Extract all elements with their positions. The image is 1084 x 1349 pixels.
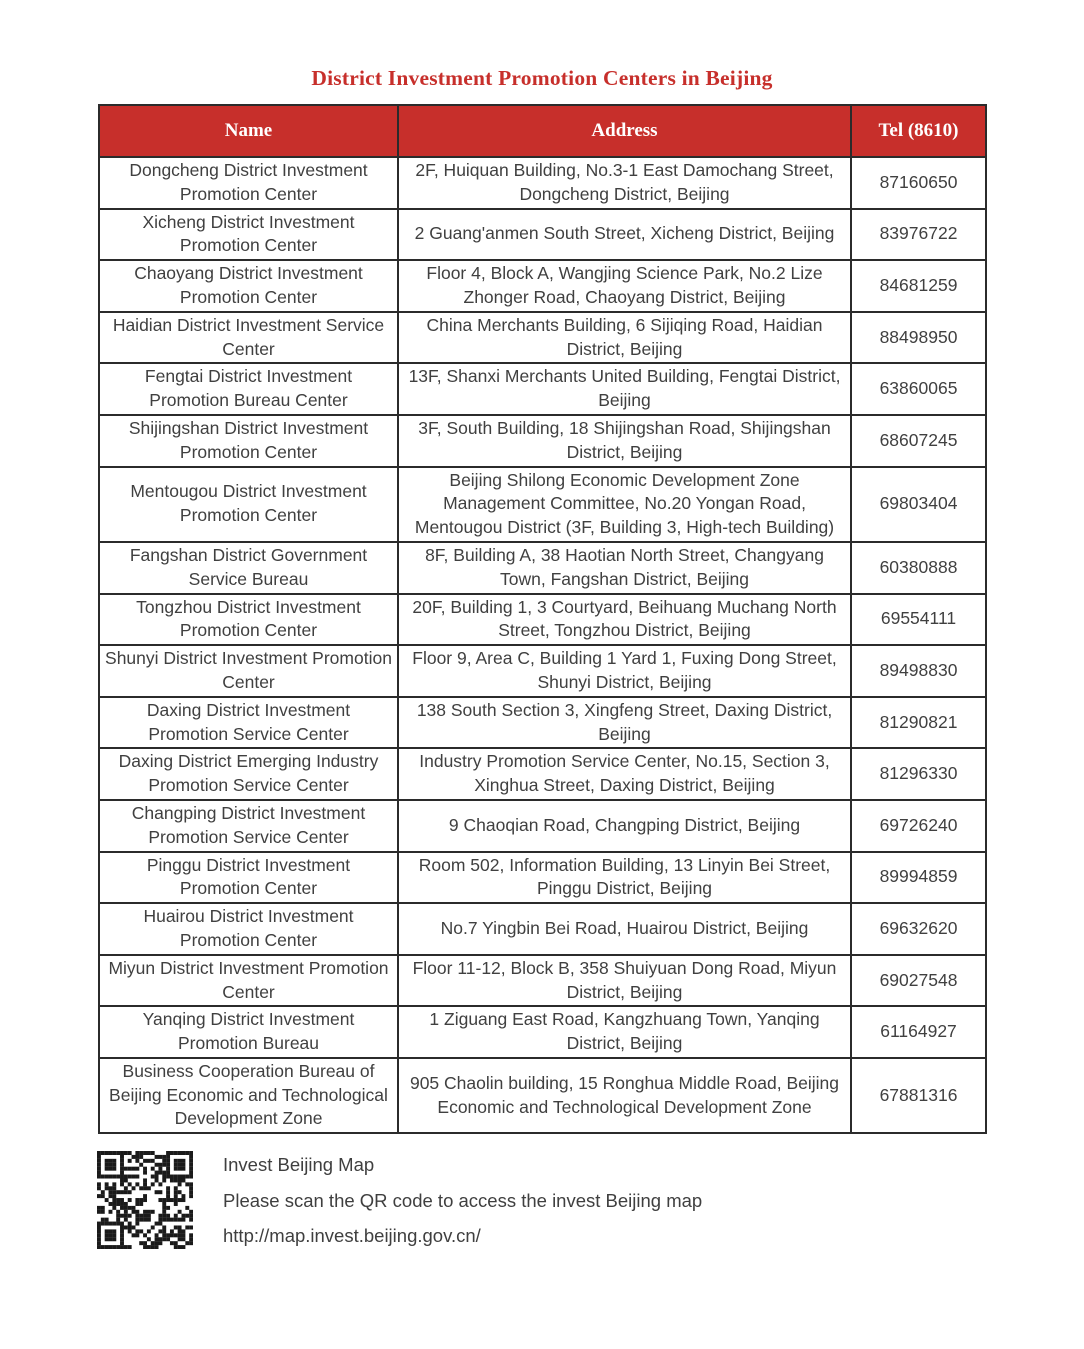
table-row xyxy=(99,415,986,467)
footer xyxy=(97,1151,1084,1249)
table-row xyxy=(99,260,986,312)
cell-address: Industry Promotion Service Center, No.15, Section 3, Xinghua Street, Daxing District, Beijing xyxy=(398,748,851,800)
cell-name: Chaoyang District Investment Promotion Center xyxy=(99,260,398,312)
table-row xyxy=(99,594,986,646)
cell-address: 905 Chaolin building, 15 Ronghua Middle Road, Beijing Economic and Technological Development Zone xyxy=(398,1058,851,1133)
cell-name: Shunyi District Investment Promotion Center xyxy=(99,645,398,697)
cell-address: Beijing Shilong Economic Development Zone Management Committee, No.20 Yongan Road, Mentougou District (3F, Building 3, High-tech Building) xyxy=(398,467,851,542)
cell-name: Tongzhou District Investment Promotion Center xyxy=(99,594,398,646)
cell-address: 13F, Shanxi Merchants United Building, Fengtai District, Beijing xyxy=(398,363,851,415)
cell-name: Yanqing District Investment Promotion Bureau xyxy=(99,1006,398,1058)
cell-address: 138 South Section 3, Xingfeng Street, Daxing District, Beijing xyxy=(398,697,851,749)
cell-address: 2F, Huiquan Building, No.3-1 East Damochang Street, Dongcheng District, Beijing xyxy=(398,157,851,209)
cell-tel: 69632620 xyxy=(851,903,986,955)
cell-name: Fangshan District Government Service Bureau xyxy=(99,542,398,594)
cell-address: 1 Ziguang East Road, Kangzhuang Town, Yanqing District, Beijing xyxy=(398,1006,851,1058)
cell-address: 20F, Building 1, 3 Courtyard, Beihuang Muchang North Street, Tongzhou District, Beijing xyxy=(398,594,851,646)
cell-name: Fengtai District Investment Promotion Bureau Center xyxy=(99,363,398,415)
cell-tel: 89994859 xyxy=(851,852,986,904)
cell-address: 8F, Building A, 38 Haotian North Street, Changyang Town, Fangshan District, Beijing xyxy=(398,542,851,594)
cell-name: Daxing District Emerging Industry Promotion Service Center xyxy=(99,748,398,800)
column-header-tel: Tel (8610) xyxy=(851,105,986,157)
footer-text xyxy=(223,1151,702,1249)
cell-name: Pinggu District Investment Promotion Center xyxy=(99,852,398,904)
qr-code-image xyxy=(97,1151,193,1249)
cell-address: Floor 4, Block A, Wangjing Science Park, No.2 Lize Zhonger Road, Chaoyang District, Beijing xyxy=(398,260,851,312)
cell-tel: 87160650 xyxy=(851,157,986,209)
table-row xyxy=(99,955,986,1007)
table-row xyxy=(99,467,986,542)
table-row xyxy=(99,697,986,749)
cell-tel: 61164927 xyxy=(851,1006,986,1058)
cell-address: 2 Guang'anmen South Street, Xicheng District, Beijing xyxy=(398,209,851,261)
cell-tel: 69726240 xyxy=(851,800,986,852)
cell-name: Business Cooperation Bureau of Beijing Economic and Technological Development Zone xyxy=(99,1058,398,1133)
cell-tel: 69803404 xyxy=(851,467,986,542)
cell-name: Changping District Investment Promotion Service Center xyxy=(99,800,398,852)
column-header-name: Name xyxy=(99,105,398,157)
cell-tel: 67881316 xyxy=(851,1058,986,1133)
cell-tel: 84681259 xyxy=(851,260,986,312)
table-row xyxy=(99,1058,986,1133)
table-row xyxy=(99,645,986,697)
cell-name: Xicheng District Investment Promotion Center xyxy=(99,209,398,261)
cell-address: China Merchants Building, 6 Sijiqing Road, Haidian District, Beijing xyxy=(398,312,851,364)
table-row xyxy=(99,542,986,594)
centers-table xyxy=(98,104,987,1134)
footer-map-url: http://map.invest.beijing.gov.cn/ xyxy=(223,1225,481,1247)
table-row xyxy=(99,157,986,209)
table-row xyxy=(99,209,986,261)
cell-tel: 89498830 xyxy=(851,645,986,697)
cell-tel: 60380888 xyxy=(851,542,986,594)
table-row xyxy=(99,748,986,800)
cell-address: Floor 11-12, Block B, 358 Shuiyuan Dong Road, Miyun District, Beijing xyxy=(398,955,851,1007)
cell-tel: 69554111 xyxy=(851,594,986,646)
table-row xyxy=(99,800,986,852)
column-header-address: Address xyxy=(398,105,851,157)
cell-name: Haidian District Investment Service Center xyxy=(99,312,398,364)
cell-address: 3F, South Building, 18 Shijingshan Road, Shijingshan District, Beijing xyxy=(398,415,851,467)
cell-address: Room 502, Information Building, 13 Linyin Bei Street, Pinggu District, Beijing xyxy=(398,852,851,904)
cell-name: Huairou District Investment Promotion Center xyxy=(99,903,398,955)
table-row xyxy=(99,852,986,904)
cell-address: 9 Chaoqian Road, Changping District, Beijing xyxy=(398,800,851,852)
table-row xyxy=(99,1006,986,1058)
cell-address: Floor 9, Area C, Building 1 Yard 1, Fuxing Dong Street, Shunyi District, Beijing xyxy=(398,645,851,697)
cell-tel: 88498950 xyxy=(851,312,986,364)
table-row xyxy=(99,312,986,364)
cell-name: Dongcheng District Investment Promotion Center xyxy=(99,157,398,209)
cell-name: Miyun District Investment Promotion Center xyxy=(99,955,398,1007)
cell-tel: 69027548 xyxy=(851,955,986,1007)
cell-tel: 63860065 xyxy=(851,363,986,415)
table-header-row xyxy=(99,105,986,157)
cell-tel: 81296330 xyxy=(851,748,986,800)
cell-tel: 68607245 xyxy=(851,415,986,467)
cell-name: Shijingshan District Investment Promotion Center xyxy=(99,415,398,467)
table-row xyxy=(99,363,986,415)
cell-tel: 81290821 xyxy=(851,697,986,749)
page-title: District Investment Promotion Centers in Beijing xyxy=(311,66,773,90)
cell-address: No.7 Yingbin Bei Road, Huairou District, Beijing xyxy=(398,903,851,955)
cell-name: Daxing District Investment Promotion Service Center xyxy=(99,697,398,749)
cell-tel: 83976722 xyxy=(851,209,986,261)
footer-map-title: Invest Beijing Map xyxy=(223,1154,375,1176)
footer-scan-instruction: Please scan the QR code to access the invest Beijing map xyxy=(223,1189,703,1211)
table-row xyxy=(99,903,986,955)
cell-name: Mentougou District Investment Promotion Center xyxy=(99,467,398,542)
